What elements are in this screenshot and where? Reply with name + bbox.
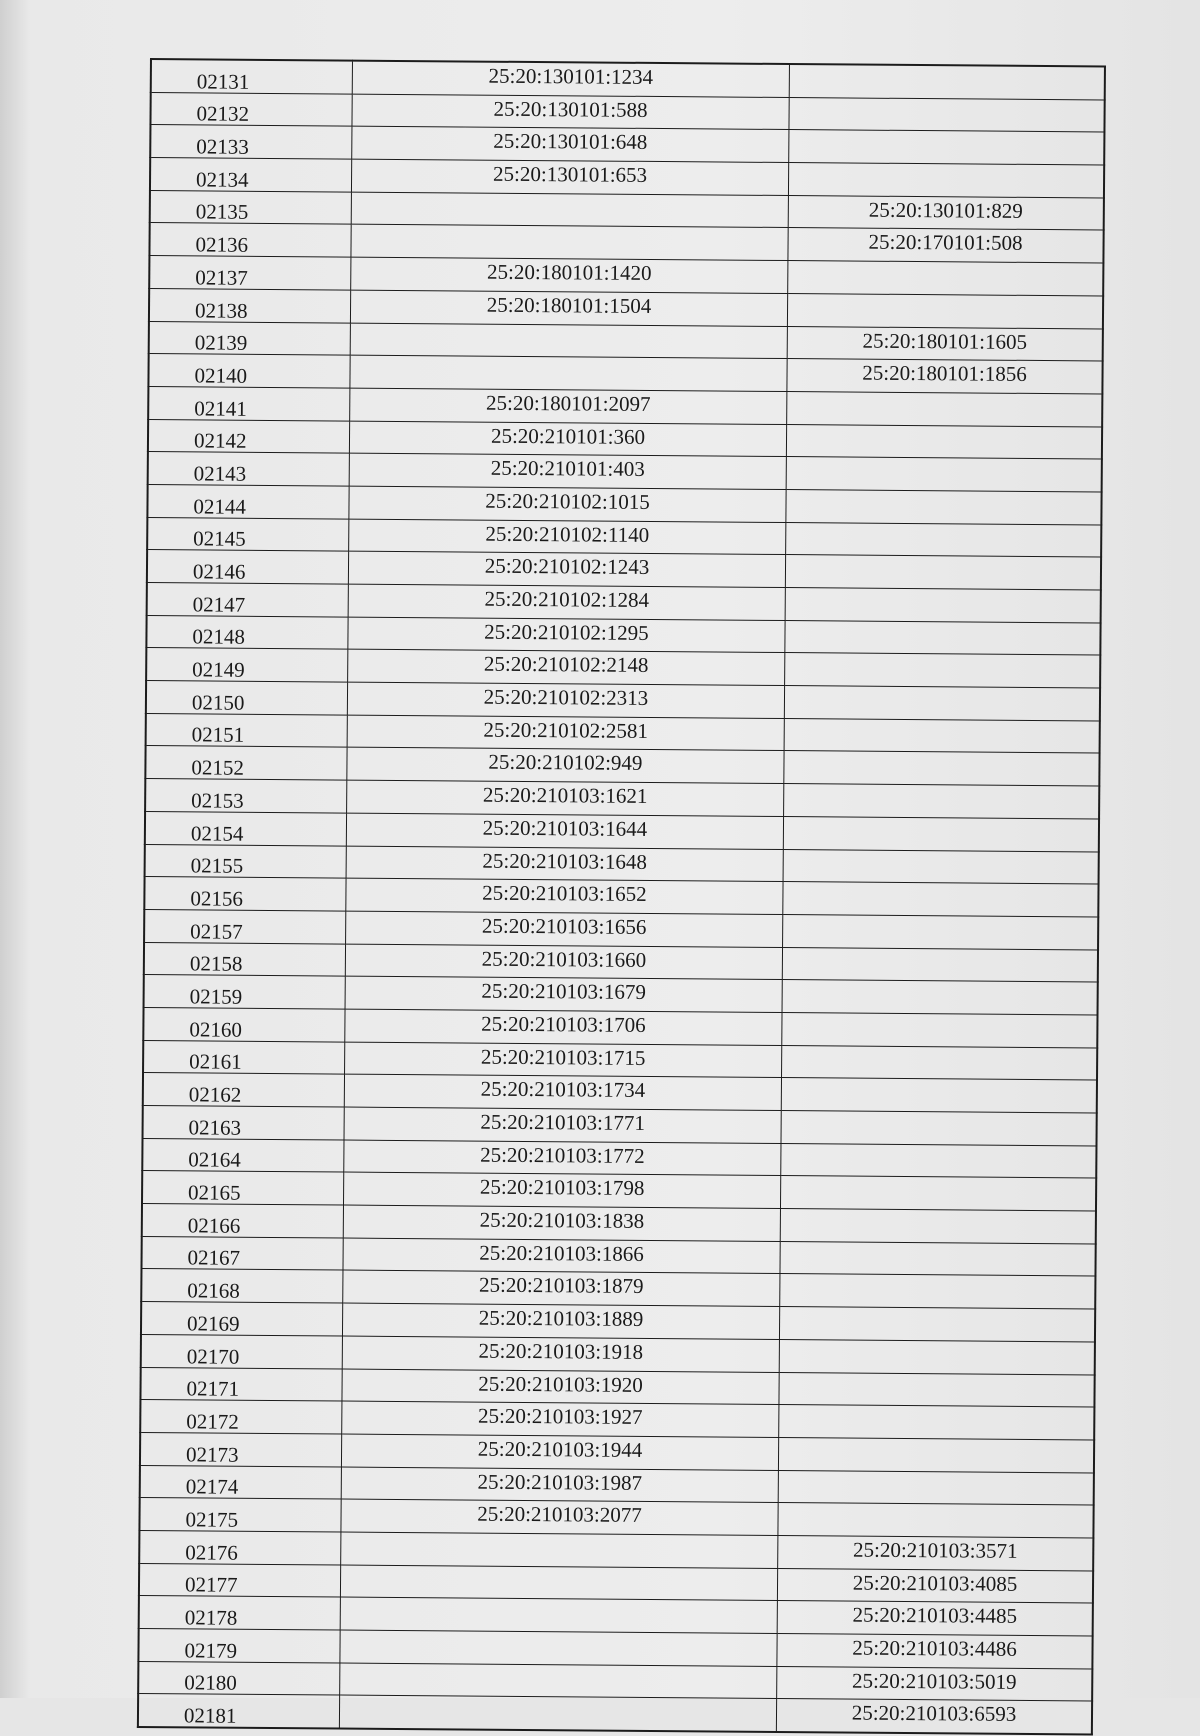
cadastral-number-cell: [351, 225, 788, 261]
row-number-cell: 02131: [151, 59, 353, 94]
additional-cadastral-number-cell: [787, 391, 1103, 426]
row-number-cell: 02165: [142, 1171, 344, 1205]
additional-cadastral-number-cell: [781, 1143, 1097, 1178]
row-number-cell: 02135: [150, 190, 352, 224]
row-number-cell: 02141: [148, 386, 350, 420]
cadastral-number-cell: 25:20:180101:1504: [350, 290, 787, 326]
additional-cadastral-number-cell: [780, 1274, 1096, 1309]
cadastral-number-cell: 25:20:210102:1284: [348, 584, 785, 620]
row-number-cell: 02158: [144, 942, 346, 976]
additional-cadastral-number-cell: [788, 261, 1104, 296]
cadastral-number-cell: 25:20:210101:360: [349, 421, 786, 457]
cadastral-number-cell: 25:20:210103:1866: [343, 1238, 780, 1274]
row-number-cell: 02171: [140, 1367, 342, 1401]
additional-cadastral-number-cell: [783, 914, 1099, 949]
row-number-cell: 02133: [150, 125, 352, 159]
row-number-cell: 02147: [147, 582, 349, 616]
cadastral-number-cell: 25:20:210102:1015: [349, 486, 786, 522]
row-number-cell: 02142: [148, 419, 350, 453]
additional-cadastral-number-cell: [782, 980, 1098, 1015]
row-number-cell: 02139: [149, 321, 351, 355]
row-number-cell: 02166: [142, 1204, 344, 1238]
additional-cadastral-number-cell: [779, 1372, 1095, 1407]
row-number-cell: 02174: [140, 1465, 342, 1499]
cadastral-number-cell: 25:20:210102:2581: [347, 715, 784, 751]
row-number-cell: 02152: [145, 746, 347, 780]
row-number-cell: 02168: [141, 1269, 343, 1303]
additional-cadastral-number-cell: [778, 1503, 1094, 1538]
row-number-cell: 02153: [145, 779, 347, 813]
row-number-cell: 02176: [139, 1530, 341, 1564]
cadastral-number-cell: 25:20:210102:2313: [347, 682, 784, 718]
cadastral-number-table: [137, 58, 1106, 1736]
cadastral-number-cell: 25:20:210103:1879: [343, 1270, 780, 1306]
row-number-cell: 02132: [150, 92, 352, 126]
additional-cadastral-number-cell: [779, 1307, 1095, 1342]
row-number-cell: 02146: [147, 550, 349, 584]
cadastral-number-cell: 25:20:180101:2097: [350, 388, 787, 424]
additional-cadastral-number-cell: [789, 97, 1105, 132]
additional-cadastral-number-cell: [782, 947, 1098, 982]
row-number-cell: 02150: [146, 681, 348, 715]
row-number-cell: 02151: [146, 713, 348, 747]
additional-cadastral-number-cell: [780, 1209, 1096, 1244]
additional-cadastral-number-cell: [780, 1241, 1096, 1276]
row-number-cell: 02179: [138, 1628, 340, 1662]
additional-cadastral-number-cell: [785, 555, 1101, 590]
row-number-cell: 02149: [146, 648, 348, 682]
additional-cadastral-number-cell: 25:20:210103:5019: [777, 1666, 1093, 1701]
row-number-cell: 02138: [149, 288, 351, 322]
additional-cadastral-number-cell: [786, 424, 1102, 459]
cadastral-number-cell: 25:20:210102:949: [347, 748, 784, 784]
additional-cadastral-number-cell: [778, 1437, 1094, 1472]
additional-cadastral-number-cell: 25:20:170101:508: [788, 228, 1104, 263]
row-number-cell: 02167: [141, 1236, 343, 1270]
additional-cadastral-number-cell: [786, 522, 1102, 557]
cadastral-number-cell: 25:20:210101:403: [349, 453, 786, 489]
row-number-cell: 02170: [141, 1334, 343, 1368]
cadastral-number-cell: 25:20:210103:1772: [344, 1140, 781, 1176]
cadastral-number-cell: 25:20:180101:1420: [351, 257, 788, 293]
additional-cadastral-number-cell: 25:20:130101:829: [788, 195, 1104, 230]
cadastral-number-cell: 25:20:210102:2148: [348, 649, 785, 685]
row-number-cell: 02143: [148, 452, 350, 486]
row-number-cell: 02161: [143, 1040, 345, 1074]
row-number-cell: 02163: [143, 1105, 345, 1139]
cadastral-number-cell: 25:20:210103:1621: [347, 780, 784, 816]
cadastral-number-cell: 25:20:210103:1920: [342, 1369, 779, 1405]
cadastral-number-cell: [340, 1663, 777, 1699]
additional-cadastral-number-cell: [782, 1012, 1098, 1047]
row-number-cell: 02154: [145, 811, 347, 845]
row-number-cell: 02180: [138, 1661, 340, 1695]
cadastral-number-cell: 25:20:210103:1838: [343, 1205, 780, 1241]
row-number-cell: 02178: [139, 1596, 341, 1630]
cadastral-number-cell: 25:20:210103:1656: [346, 911, 783, 947]
cadastral-number-cell: 25:20:210103:1652: [346, 878, 783, 914]
additional-cadastral-number-cell: [780, 1176, 1096, 1211]
row-number-cell: 02136: [149, 223, 351, 257]
cadastral-number-cell: [340, 1565, 777, 1601]
row-number-cell: 02140: [148, 354, 350, 388]
table-row: [138, 1694, 1092, 1735]
row-number-cell: 02148: [146, 615, 348, 649]
additional-cadastral-number-cell: 25:20:210103:4486: [777, 1633, 1093, 1668]
additional-cadastral-number-cell: [779, 1405, 1095, 1440]
additional-cadastral-number-cell: [786, 489, 1102, 524]
additional-cadastral-number-cell: [784, 751, 1100, 786]
cadastral-number-cell: 25:20:210103:1734: [344, 1074, 781, 1110]
cadastral-number-cell: [341, 1532, 778, 1568]
cadastral-number-cell: 25:20:210102:1140: [349, 519, 786, 555]
row-number-cell: 02155: [145, 844, 347, 878]
row-number-cell: 02160: [143, 1007, 345, 1041]
additional-cadastral-number-cell: 25:20:210103:4485: [777, 1601, 1093, 1636]
cadastral-number-cell: 25:20:210103:1679: [345, 976, 782, 1012]
additional-cadastral-number-cell: [786, 457, 1102, 492]
cadastral-number-cell: [350, 323, 787, 359]
additional-cadastral-number-cell: 25:20:180101:1856: [787, 359, 1103, 394]
row-number-cell: 02172: [140, 1400, 342, 1434]
additional-cadastral-number-cell: [781, 1078, 1097, 1113]
row-number-cell: 02162: [143, 1073, 345, 1107]
additional-cadastral-number-cell: [783, 882, 1099, 917]
additional-cadastral-number-cell: [785, 588, 1101, 623]
cadastral-number-cell: [351, 192, 788, 228]
cadastral-number-cell: 25:20:130101:653: [351, 159, 788, 195]
cadastral-number-cell: [339, 1695, 776, 1732]
row-number-cell: 02144: [147, 484, 349, 518]
additional-cadastral-number-cell: 25:20:210103:6593: [776, 1699, 1092, 1735]
row-number-cell: 02177: [139, 1563, 341, 1597]
cadastral-number-cell: 25:20:210103:1889: [342, 1303, 779, 1339]
additional-cadastral-number-cell: [785, 653, 1101, 688]
cadastral-number-cell: 25:20:210102:1295: [348, 617, 785, 653]
additional-cadastral-number-cell: [778, 1470, 1094, 1505]
document-sheet: [137, 58, 1106, 1736]
additional-cadastral-number-cell: [789, 64, 1105, 100]
additional-cadastral-number-cell: [788, 163, 1104, 198]
additional-cadastral-number-cell: [783, 816, 1099, 851]
cadastral-number-cell: 25:20:130101:588: [352, 94, 789, 130]
additional-cadastral-number-cell: [784, 686, 1100, 721]
additional-cadastral-number-cell: [782, 1045, 1098, 1080]
additional-cadastral-number-cell: [789, 130, 1105, 165]
row-number-cell: 02173: [140, 1432, 342, 1466]
cadastral-number-cell: 25:20:210103:1644: [346, 813, 783, 849]
cadastral-number-cell: 25:20:210103:1771: [344, 1107, 781, 1143]
cadastral-number-cell: 25:20:210103:1918: [342, 1336, 779, 1372]
cadastral-number-cell: [340, 1597, 777, 1633]
row-number-cell: 02181: [138, 1694, 340, 1729]
additional-cadastral-number-cell: 25:20:210103:3571: [778, 1535, 1094, 1570]
row-number-cell: 02145: [147, 517, 349, 551]
row-number-cell: 02134: [150, 158, 352, 192]
cadastral-number-cell: 25:20:210103:1927: [342, 1401, 779, 1437]
cadastral-number-cell: 25:20:210103:1715: [345, 1042, 782, 1078]
additional-cadastral-number-cell: [785, 620, 1101, 655]
additional-cadastral-number-cell: [784, 784, 1100, 819]
additional-cadastral-number-cell: [784, 718, 1100, 753]
additional-cadastral-number-cell: [787, 293, 1103, 328]
row-number-cell: 02157: [144, 909, 346, 943]
additional-cadastral-number-cell: [781, 1110, 1097, 1145]
cadastral-number-cell: [350, 355, 787, 391]
row-number-cell: 02164: [142, 1138, 344, 1172]
row-number-cell: 02137: [149, 256, 351, 290]
row-number-cell: 02159: [144, 975, 346, 1009]
row-number-cell: 02156: [144, 877, 346, 911]
additional-cadastral-number-cell: 25:20:180101:1605: [787, 326, 1103, 361]
cadastral-number-cell: 25:20:210103:1798: [343, 1172, 780, 1208]
cadastral-number-cell: 25:20:210103:1706: [345, 1009, 782, 1045]
cadastral-number-cell: 25:20:210103:1660: [345, 944, 782, 980]
cadastral-number-cell: 25:20:210102:1243: [348, 551, 785, 587]
cadastral-number-cell: 25:20:210103:2077: [341, 1499, 778, 1535]
additional-cadastral-number-cell: 25:20:210103:4085: [777, 1568, 1093, 1603]
cadastral-number-cell: 25:20:210103:1944: [341, 1434, 778, 1470]
row-number-cell: 02169: [141, 1302, 343, 1336]
cadastral-number-cell: 25:20:210103:1987: [341, 1467, 778, 1503]
additional-cadastral-number-cell: [779, 1339, 1095, 1374]
cadastral-number-cell: [340, 1630, 777, 1666]
cadastral-number-cell: 25:20:130101:1234: [352, 61, 789, 98]
additional-cadastral-number-cell: [783, 849, 1099, 884]
row-number-cell: 02175: [139, 1498, 341, 1532]
cadastral-number-cell: 25:20:130101:648: [352, 126, 789, 162]
table-body: [138, 59, 1105, 1735]
cadastral-number-cell: 25:20:210103:1648: [346, 846, 783, 882]
